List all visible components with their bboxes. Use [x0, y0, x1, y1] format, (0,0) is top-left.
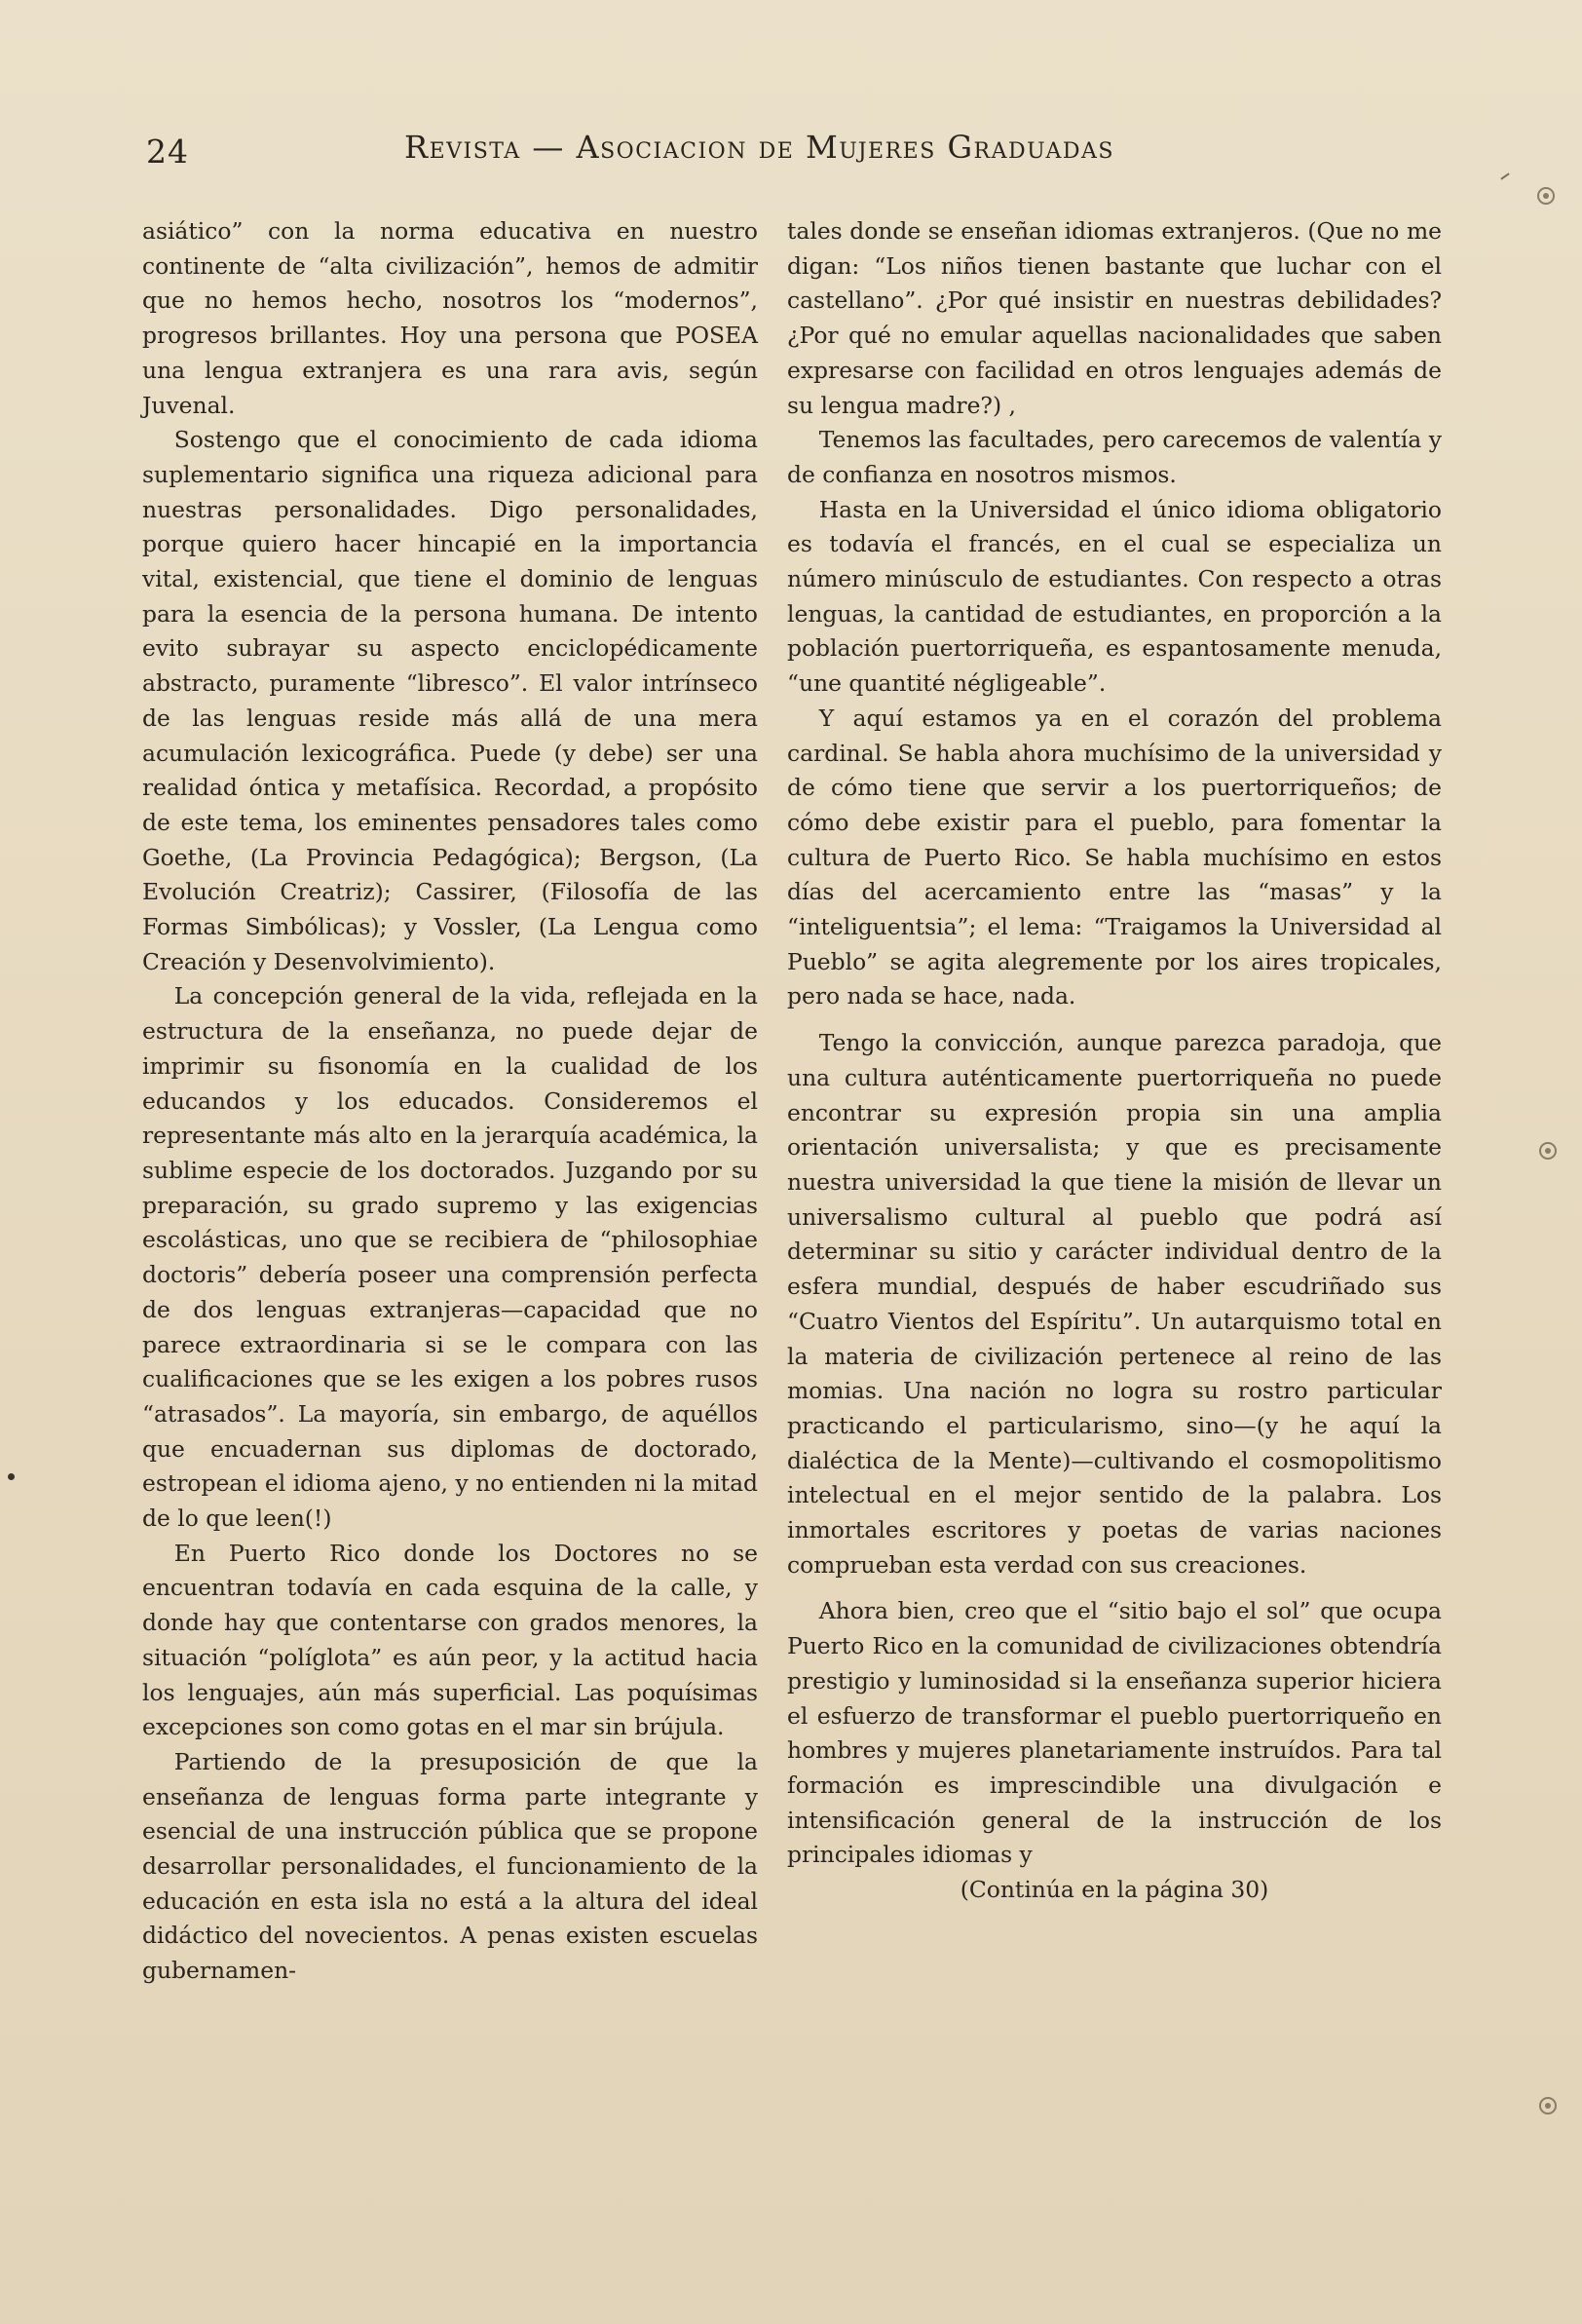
paragraph: Partiendo de la presuposición de que la enseñanza de lenguas forma parte integrante y esencial de una instrucción pública que se propone desarrollar personalidades, el funcionamiento de la educación en esta isla no está a la altura del ideal didáctico del novecientos. A penas existen escuelas gubernamen-: [142, 1747, 758, 1985]
binding-mark-icon: [1537, 2095, 1559, 2116]
binding-mark-icon: [1535, 185, 1557, 207]
paragraph: tales donde se enseñan idiomas extranjeros. (Que no me digan: “Los niños tienen bastante que luchar con el castellano”. ¿Por qué insistir en nuestras debilidades? ¿Por qué no emular aquellas nacionalidades que saben expresarse con facilidad en otros lenguajes además de su lengua madre?) ,: [787, 217, 1442, 419]
paragraph: asiático” con la norma educativa en nuestro continente de “alta civilización”, hemos de admitir que no hemos hecho, nosotros los “modernos”, progresos brillantes. Hoy una persona que POSEA una lengua extranjera es una rara avis, según Juvenal.: [142, 217, 758, 419]
paragraph: Sostengo que el conocimiento de cada idioma suplementario significa una riqueza adicional para nuestras personalidades. Digo personalidades, porque quiero hacer hincapié en la importancia vital, existencial, que tiene el dominio de lenguas para la esencia de la persona humana. De intento evito subrayar su aspecto enciclopédicamente abstracto, puramente “libresco”. El valor intrínseco de las lenguas reside más allá de una mera acumulación lexicográfica. Puede (y debe) ser una realidad óntica y metafísica. Recordad, a propósito de este tema, los eminentes pensadores tales como Goethe, (La Provincia Pedagógica); Bergson, (La Evolución Creatriz); Cassirer, (Filosofía de las Formas Simbólicas); y Vossler, (La Lengua como Creación y Desenvolvimiento).: [142, 426, 758, 975]
paragraph: La concepción general de la vida, reflejada en la estructura de la enseñanza, no puede dejar de imprimir su fisonomía en la cualidad de los educandos y los educados. Consideremos el representante más alto en la jerarquía académica, la sublime especie de los doctorados. Juzgando por su preparación, su grado supremo y las exigencias escolásticas, uno que se recibiera de “philosophiae doctoris” debería poseer una comprensión perfecta de dos lenguas extranjeras—capacidad que no parece extraordinaria si se le compara con las cualificaciones que se les exigen a los pobres rusos “atrasados”. La mayoría, sin embargo, de aquéllos que encuadernan sus diplomas de doctorado, estropean el idioma ajeno, y no entienden ni la mitad de lo que leen(!): [142, 982, 758, 1533]
binding-mark-icon: [1537, 1140, 1559, 1162]
paragraph: Hasta en la Universidad el único idioma obligatorio es todavía el francés, en el cual se especializa un número minúsculo de estudiantes. Con respecto a otras lenguas, la cantidad de estudiantes, en proporción a la población puertorriqueña, es espantosamente menuda, “une quantité négligeable”.: [787, 495, 1442, 698]
paragraph: Ahora bien, creo que el “sitio bajo el sol” que ocupa Puerto Rico en la comunidad de civilizaciones obtendría prestigio y luminosidad si la enseñanza superior hiciera el esfuerzo de transformar el pueblo puertorriqueño en hombres y mujeres planetariamente instruídos. Para tal formación es imprescindible una divulgación e intensificación general de la instrucción de los principales idiomas y: [787, 1597, 1442, 1869]
paragraph: Tengo la convicción, aunque parezca paradoja, que una cultura auténticamente puertorriqueña no puede encontrar su expresión propia sin una amplia orientación universalista; y que es precisamente nuestra universidad la que tiene la misión de llevar un universalismo cultural al pueblo que podrá así determinar su sitio y carácter individual dentro de la esfera mundial, después de haber escudriñado sus “Cuatro Vientos del Espíritu”. Un autarquismo total en la materia de civilización pertenece al reino de las momias. Una nación no logra su rostro particular practicando el particularismo, sino—(y he aquí la dialéctica de la Mente)—cultivando el cosmopolitismo intelectual en el mejor sentido de la palabra. Los inmortales escritores y poetas de varias naciones comprueban esta verdad con sus creaciones.: [787, 1029, 1442, 1579]
paragraph: Y aquí estamos ya en el corazón del problema cardinal. Se habla ahora muchísimo de la universidad y de cómo tiene que servir a los puertorriqueños; de cómo debe existir para el pueblo, para fomentar la cultura de Puerto Rico. Se habla muchísimo en estos días del acercamiento entre las “masas” y la “inteliguentsia”; el lema: “Traigamos la Universidad al Pueblo” se agita alegremente por los aires tropicales, pero nada se hace, nada.: [787, 704, 1442, 1010]
continuation-note: (Continúa en la página 30): [960, 1876, 1269, 1904]
paragraph: En Puerto Rico donde los Doctores no se encuentran todavía en cada esquina de la calle, y donde hay que contentarse con grados menores, la situación “políglota” es aún peor, y la actitud hacia los lenguajes, aún más superficial. Las poquísimas excepciones son como gotas en el mar sin brújula.: [142, 1539, 758, 1741]
paragraph: Tenemos las facultades, pero carecemos de valentía y de confianza en nosotros mismos.: [787, 426, 1442, 488]
ink-dot: [8, 1473, 15, 1480]
page-number: 24: [146, 133, 189, 171]
page-header: [146, 129, 1510, 173]
right-column: [787, 214, 1442, 1908]
print-mark: [1500, 172, 1509, 179]
left-column: [142, 214, 758, 1989]
running-title: Revista — Asociacion de Mujeres Graduadas: [404, 129, 1114, 166]
